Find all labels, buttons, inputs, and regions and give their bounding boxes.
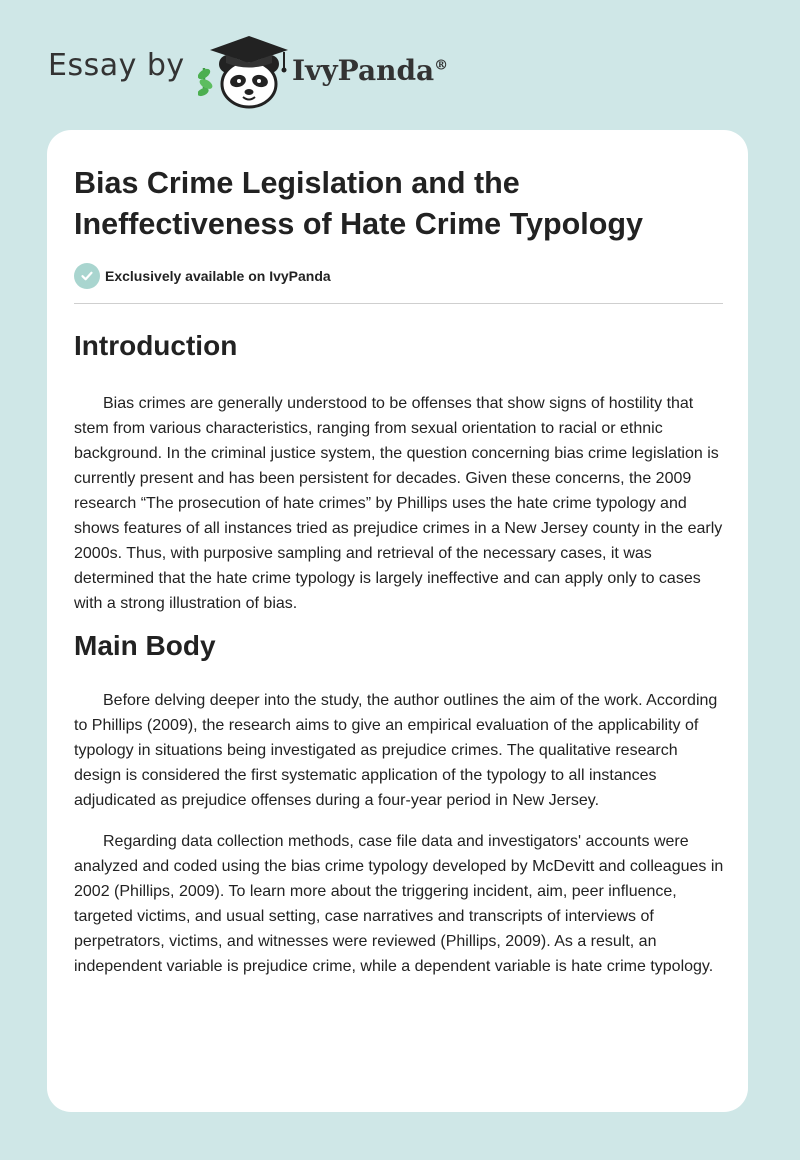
ivypanda-wordmark (292, 54, 448, 87)
paragraph: Bias crimes are generally understood to be offenses that show signs of hostility that stem from various characteristics, ranging from sexual orientation to racial or ethnic background. In the criminal justice system, the question concerning bias crime legislation is currently present and has been persistent for decades. Given these concerns, the 2009 research “The prosecution of hate crimes” by Phillips uses the hate crime typology and shows features of all instances tried as prejudice crimes in a New Jersey county in the early 2000s. Thus, with purposive sampling and retrieval of the necessary cases, it was determined that the hate crime typology is largely ineffective and can apply only to cases with a strong illustration of bias. (74, 395, 723, 612)
paragraph: Before delving deeper into the study, the author outlines the aim of the work. According to Phillips (2009), the research aims to give an empirical evaluation of the applicability of typology in situations being investigated as prejudice crimes. The qualitative research design is considered the first systematic application of the typology to all instances adjudicated as prejudice offenses during a four-year period in New Jersey. (74, 692, 718, 809)
exclusive-badge (74, 263, 331, 289)
paragraph: Regarding data collection methods, case file data and investigators' accounts were analyzed and coded using the bias crime typology developed by McDevitt and colleagues in 2002 (Phillips, 2009). To learn more about the triggering incident, aim, peer influence, targeted victims, and usual setting, case narratives and transcripts of interviews of perpetrators, victims, and witnesses were reviewed (Phillips, 2009). As a result, an independent variable is prejudice crime, while a dependent variable is hate crime typology. (74, 833, 724, 975)
essay-card (47, 130, 748, 1112)
registered-mark: ® (434, 57, 449, 74)
section-heading-introduction: Introduction (74, 330, 238, 361)
exclusive-badge-label: Exclusively available on IvyPanda (105, 268, 331, 284)
essay-by-label: Essay by (48, 48, 185, 83)
check-circle-icon (74, 263, 100, 289)
section-heading-main-body: Main Body (74, 630, 216, 661)
panda-graduate-icon (198, 30, 298, 110)
essay-body (74, 322, 724, 979)
brand-name-text: IvyPanda (292, 54, 435, 87)
essay-title: Bias Crime Legislation and the Ineffectiveness of Hate Crime Typology (74, 166, 643, 241)
brand-header (48, 30, 508, 110)
title-divider (74, 303, 723, 304)
